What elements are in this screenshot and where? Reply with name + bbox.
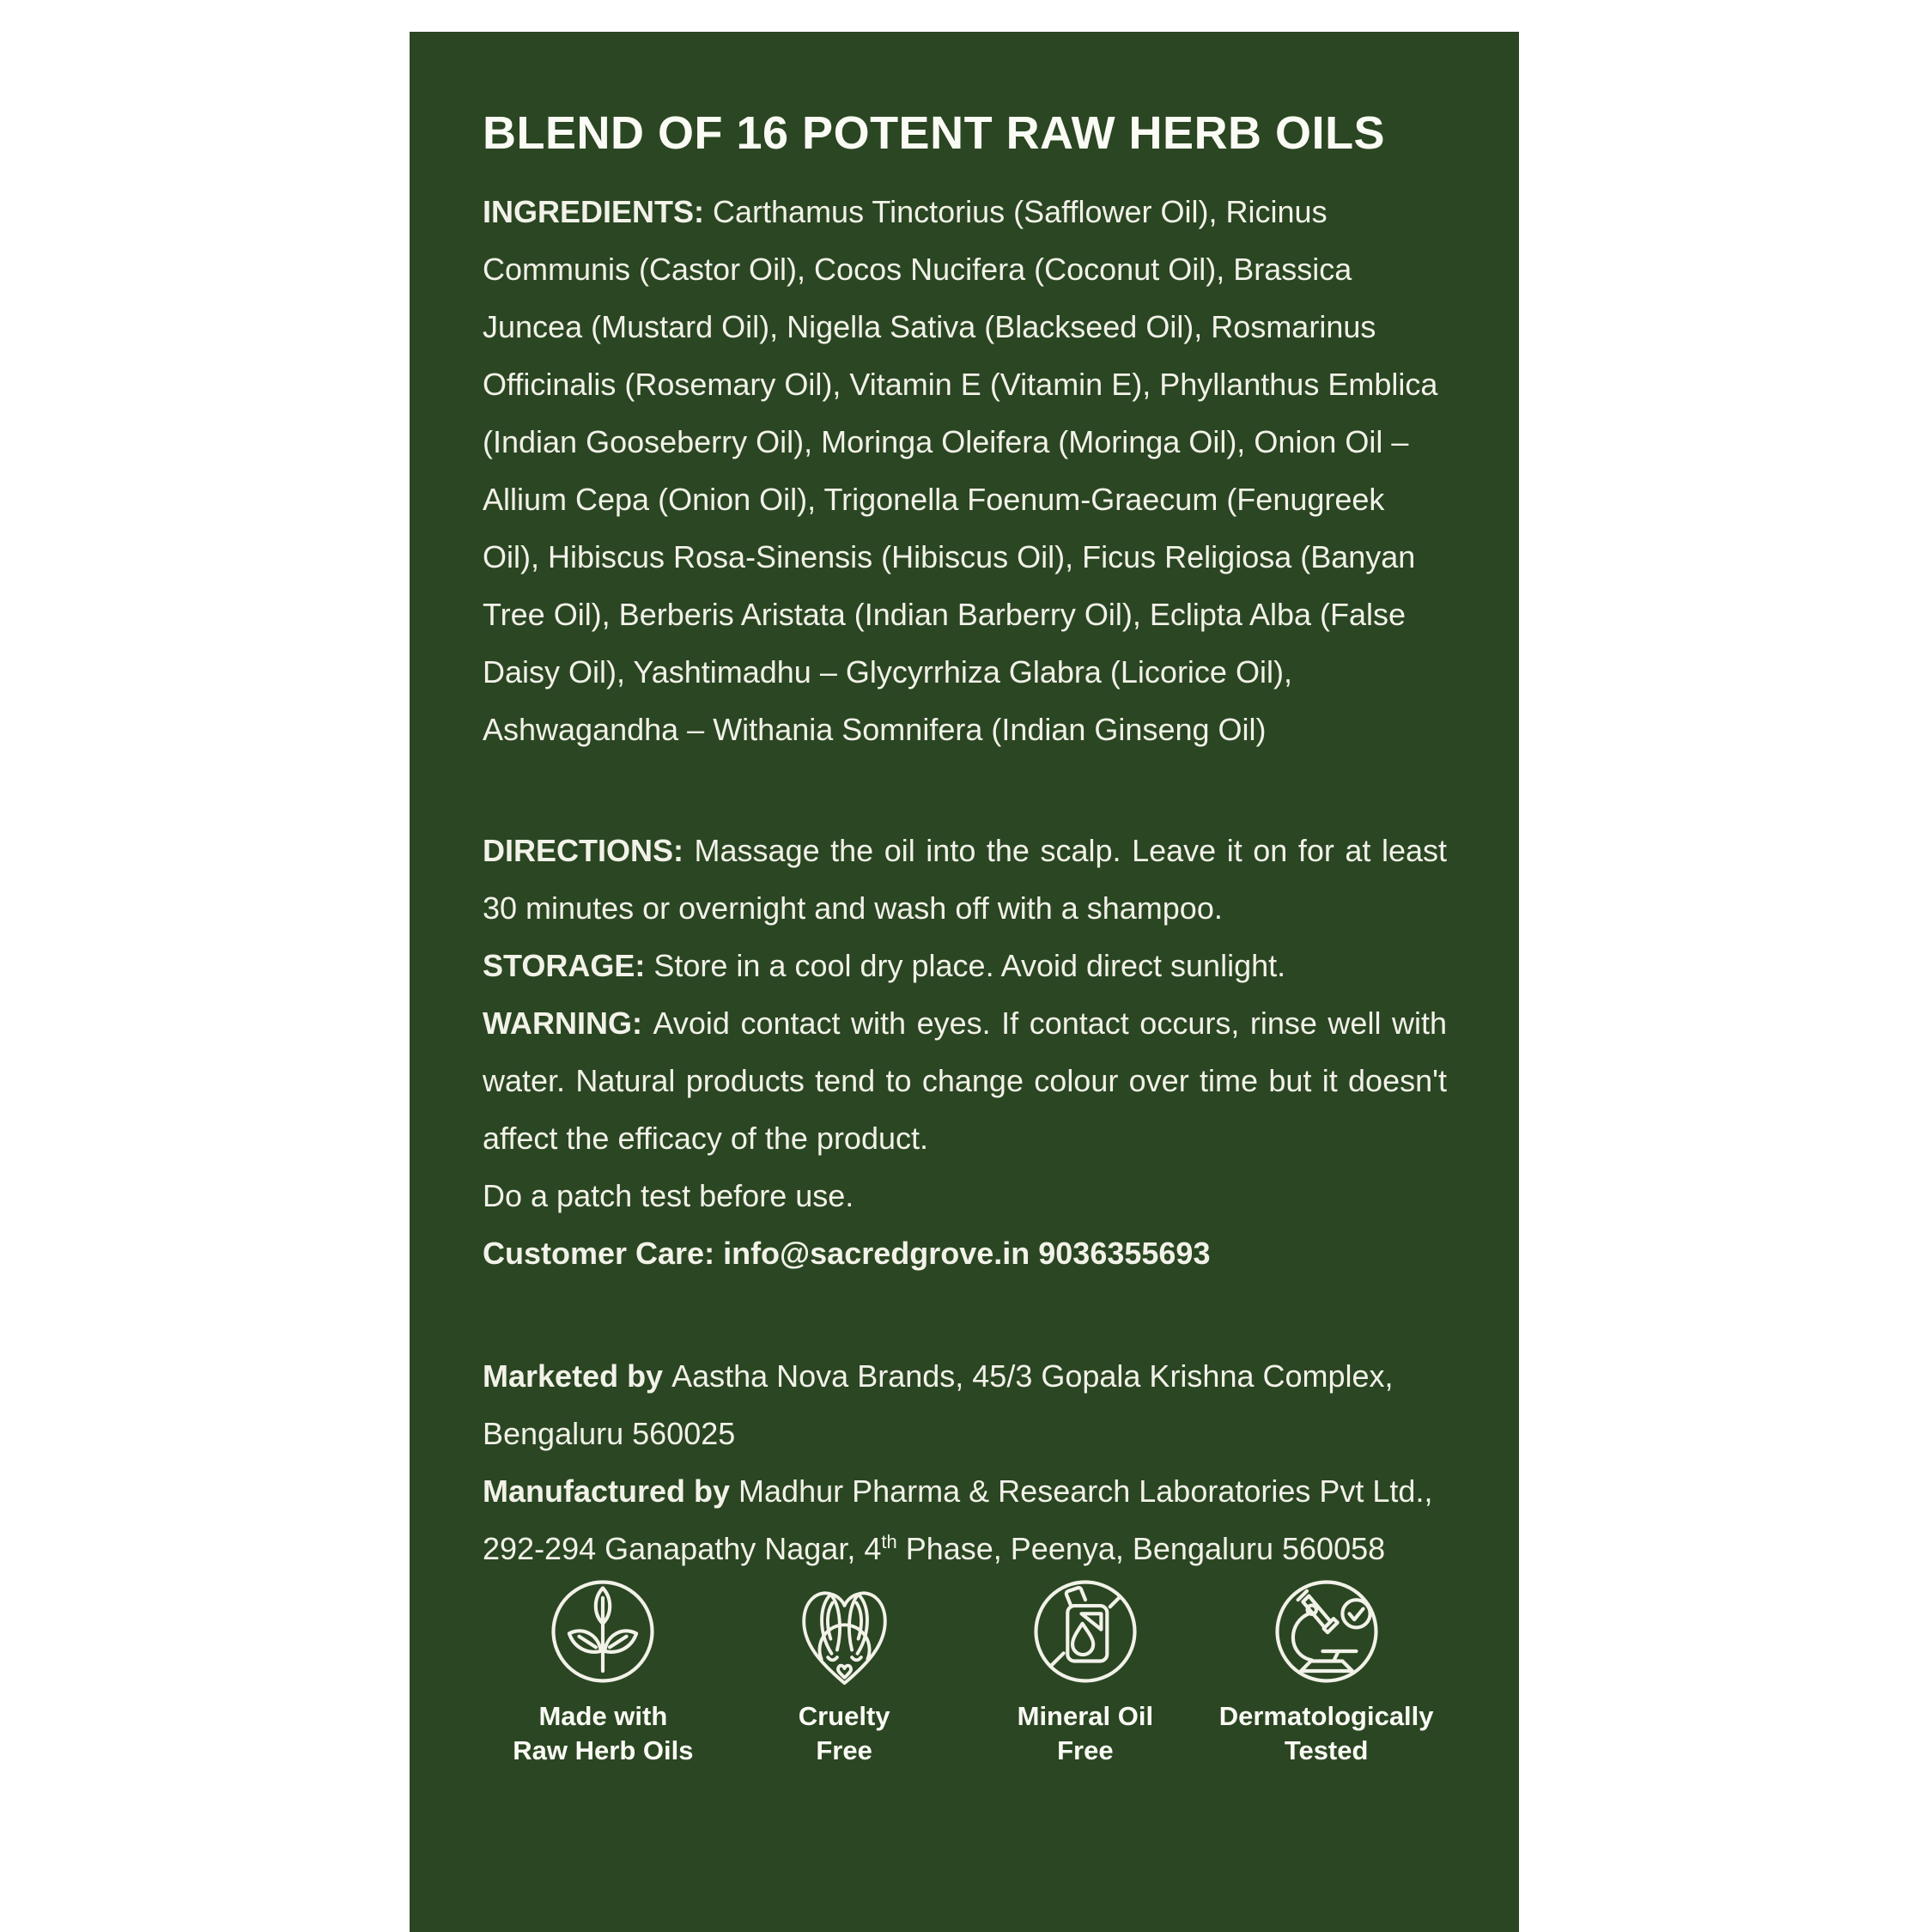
label-panel [410, 32, 1519, 1932]
warning-text: Avoid contact with eyes. If contact occurs, rinse well with water. Natural products tend to change colour over time but it doesn't affect the efficacy of the product. [483, 1005, 1447, 1156]
badge-dermatologically-tested [1206, 1577, 1447, 1768]
company-block [483, 1347, 1447, 1577]
page-title: BLEND OF 16 POTENT RAW HERB OILS [483, 107, 1386, 159]
badge-label: Dermatologically Tested [1218, 1701, 1434, 1765]
microscope-check-icon [1206, 1577, 1447, 1691]
patch-test-note: Do a patch test before use. [483, 1178, 854, 1213]
plant-icon [483, 1577, 724, 1691]
usage-block [483, 822, 1447, 1282]
warning-paragraph [483, 994, 1447, 1167]
manufactured-by-text: Madhur Pharma & Research Laboratories Pvt Ltd., 292-294 Ganapathy Nagar, 4 [483, 1473, 1433, 1566]
oil-can-crossed-icon [965, 1577, 1206, 1691]
certification-badges [483, 1577, 1447, 1768]
directions-heading: DIRECTIONS: [483, 833, 695, 868]
ingredients-paragraph [483, 183, 1447, 758]
customer-care-line: Customer Care: info@sacredgrove.in 9036355693 [483, 1236, 1211, 1271]
badge-raw-herb-oils [483, 1577, 724, 1768]
ingredients-heading: INGREDIENTS: [483, 194, 714, 229]
storage-heading: STORAGE: [483, 948, 654, 983]
marketed-by-heading: Marketed by [483, 1358, 672, 1394]
rabbit-heart-icon [724, 1577, 965, 1691]
storage-text: Store in a cool dry place. Avoid direct sunlight. [653, 948, 1286, 983]
ingredients-text: Carthamus Tinctorius (Safflower Oil), Ricinus Communis (Castor Oil), Cocos Nucifera (Coconut Oil), Brassica Juncea (Mustard Oil), Nigella Sativa (Blackseed Oil), Rosmarinus Officinalis (Rosemary Oil), Vitamin E (Vitamin E), Phyllanthus Emblica (Indian Gooseberry Oil), Moringa Oleifera (Moringa Oil), Onion Oil – Allium Cepa (Onion Oil), Trigonella Foenum-Graecum (Fenugreek Oil), Hibiscus Rosa-Sinensis (Hibiscus Oil), Ficus Religiosa (Banyan Tree Oil), Berberis Aristata (Indian Barberry Oil), Eclipta Alba (False Daisy Oil), Yashtimadhu – Glycyrrhiza Glabra (Licorice Oil), Ashwagandha – Withania Somnifera (Indian Ginseng Oil) [483, 194, 1438, 747]
badge-cruelty-free [724, 1577, 965, 1768]
marketed-by-text: Aastha Nova Brands, 45/3 Gopala Krishna Complex, Bengaluru 560025 [483, 1358, 1394, 1451]
badge-label: Cruelty Free [798, 1701, 890, 1765]
marketed-by-paragraph [483, 1347, 1447, 1462]
warning-heading: WARNING: [483, 1005, 653, 1041]
manufactured-by-paragraph [483, 1462, 1447, 1577]
storage-paragraph [483, 937, 1447, 994]
badge-mineral-oil-free [965, 1577, 1206, 1768]
manufactured-by-text-tail: Phase, Peenya, Bengaluru 560058 [896, 1531, 1386, 1566]
badge-label: Made with Raw Herb Oils [513, 1701, 694, 1765]
directions-paragraph [483, 822, 1447, 937]
ordinal-superscript: th [881, 1531, 897, 1552]
manufactured-by-heading: Manufactured by [483, 1473, 739, 1509]
directions-text: Massage the oil into the scalp. Leave it on for at least 30 minutes or overnight and wash off with a shampoo. [483, 833, 1447, 926]
badge-label: Mineral Oil Free [1017, 1701, 1154, 1765]
